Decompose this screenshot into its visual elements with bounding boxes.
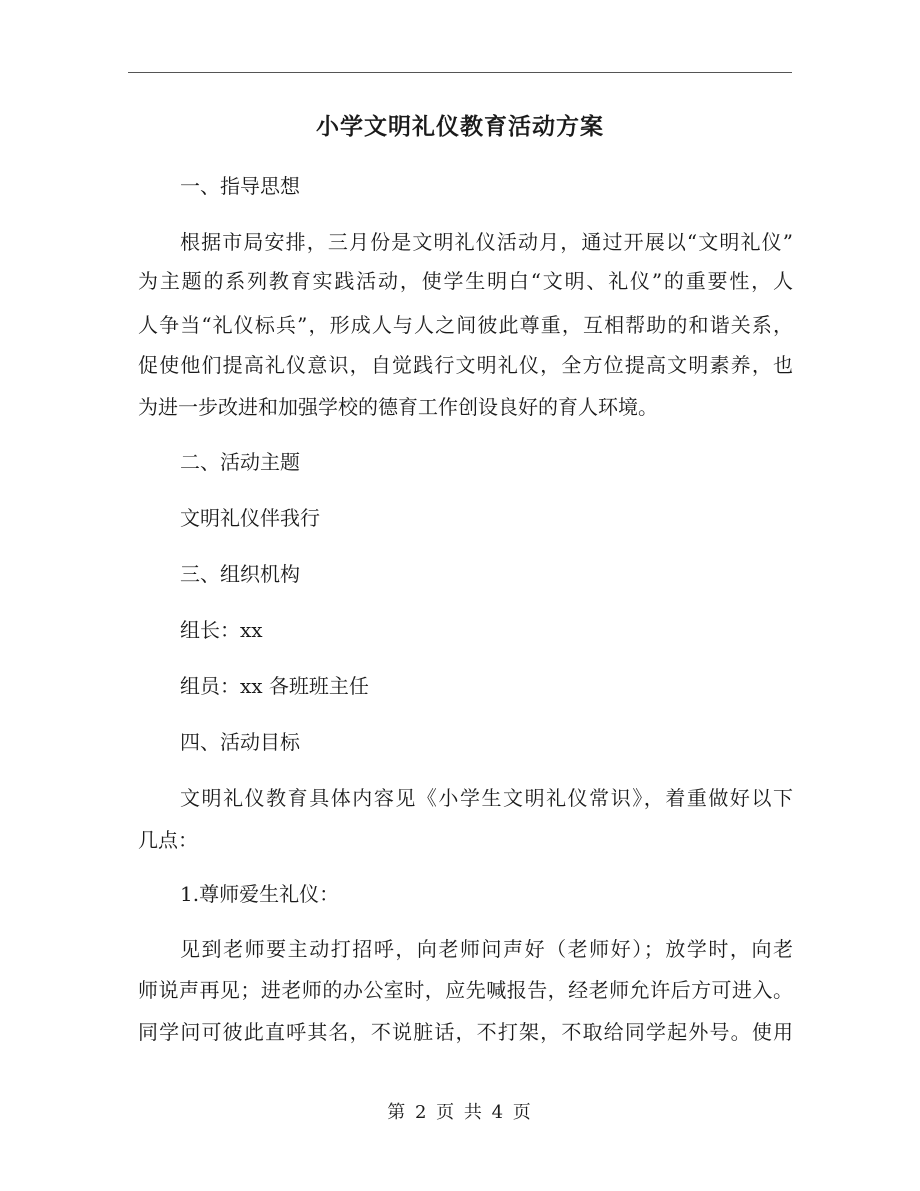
section-heading-theme: 二、活动主题 (180, 450, 300, 474)
paragraph-line: 见到老师要主动打招呼，向老师问声好（老师好）；放学时，向老 (180, 937, 793, 961)
paragraph-line: 根据市局安排，三月份是文明礼仪活动月，通过开展以“文明礼仪” (180, 230, 793, 254)
section-heading-goals: 四、活动目标 (180, 730, 300, 754)
paragraph-line: 几点： (138, 828, 198, 852)
leader-line: 组长：xx (180, 618, 263, 642)
paragraph-line: 文明礼仪教育具体内容见《小学生文明礼仪常识》，着重做好以下 (180, 786, 793, 810)
document-title: 小学文明礼仪教育活动方案 (316, 113, 604, 140)
page-number-footer: 第 2 页 共 4 页 (387, 1102, 533, 1123)
paragraph-line: 人争当“礼仪标兵”，形成人与人之间彼此尊重，互相帮助的和谐关系， (138, 313, 793, 337)
paragraph-line: 师说声再见；进老师的办公室时，应先喊报告，经老师允许后方可进入。 (138, 978, 793, 1002)
paragraph-line: 同学问可彼此直呼其名，不说脏话，不打架，不取给同学起外号。使用 (138, 1020, 793, 1044)
paragraph-line: 促使他们提高礼仪意识，自觉践行文明礼仪，全方位提高文明素养，也 (138, 353, 793, 377)
header-rule (128, 72, 792, 73)
theme-text: 文明礼仪伴我行 (180, 506, 320, 530)
section-heading-organization: 三、组织机构 (180, 562, 300, 586)
paragraph-line: 为进一步改进和加强学校的德育工作创设良好的育人环境。 (138, 395, 658, 419)
item-heading-respect-teachers: 1.尊师爱生礼仪： (180, 882, 340, 906)
section-heading-guiding-ideology: 一、指导思想 (180, 174, 300, 198)
members-line: 组员：xx 各班班主任 (180, 674, 369, 698)
paragraph-line: 为主题的系列教育实践活动，使学生明白“文明、礼仪”的重要性，人 (138, 269, 793, 293)
